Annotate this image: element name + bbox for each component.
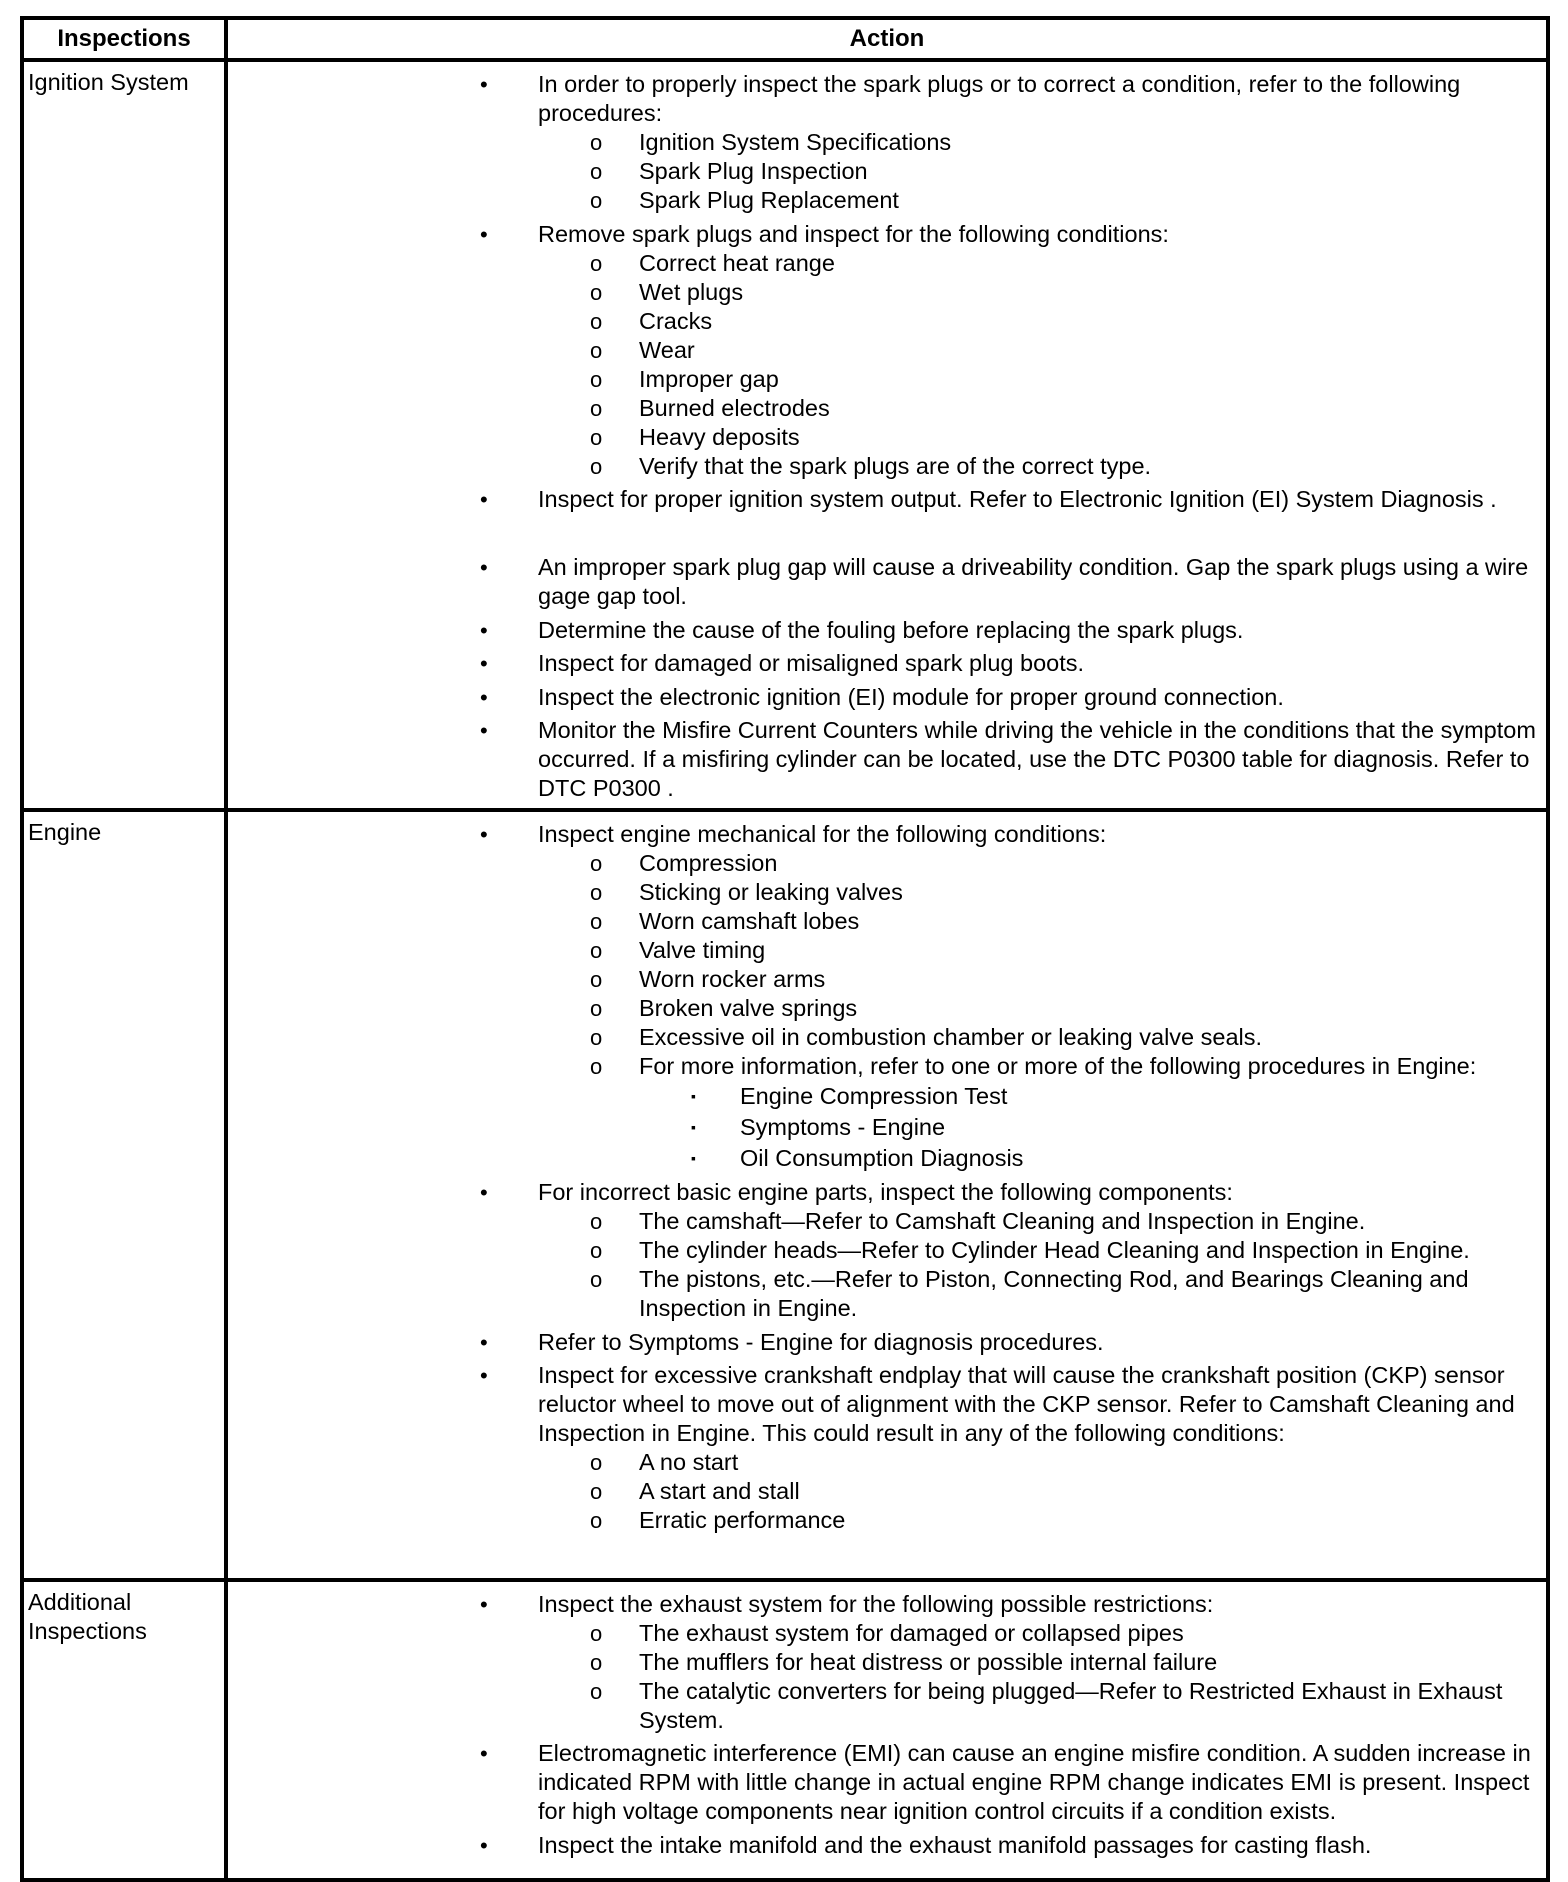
- list-item: [538, 423, 1540, 452]
- list-item: [538, 1477, 1540, 1506]
- list-item-text: Excessive oil in combustion chamber or leaking valve seals.: [639, 1023, 1263, 1050]
- list-item: [538, 452, 1540, 481]
- bullet-marker: •: [480, 555, 488, 580]
- action-content: [228, 62, 1546, 803]
- bullet-list-level-1: [428, 62, 1546, 803]
- list-item-text: A start and stall: [639, 1478, 800, 1504]
- list-item: [228, 220, 1540, 481]
- list-item: [538, 965, 1540, 994]
- bullet-list-level-2: [538, 128, 1540, 215]
- list-item: [228, 1361, 1540, 1535]
- list-item-text: The exhaust system for damaged or collapsed pipes: [639, 1619, 1184, 1646]
- bullet-marker: o: [590, 908, 603, 934]
- list-item-text: Inspect the electronic ignition (EI) module for proper ground connection.: [538, 683, 1284, 710]
- list-item-text: Heavy deposits: [639, 423, 800, 450]
- list-item: [228, 616, 1540, 645]
- list-item-text: In order to properly inspect the spark plugs or to correct a condition, refer to the following procedures:: [538, 71, 1461, 126]
- list-item: [228, 716, 1540, 803]
- list-item-text: Engine Compression Test: [740, 1082, 1008, 1109]
- inspection-table: [20, 16, 1550, 1882]
- action-cell: [226, 60, 1548, 810]
- list-item-text: Worn camshaft lobes: [639, 907, 860, 934]
- inspection-label: Engine: [28, 818, 102, 845]
- bullet-marker: •: [480, 221, 488, 247]
- bullet-marker: o: [590, 1620, 603, 1646]
- bullet-list-level-1: [428, 1582, 1546, 1860]
- bullet-marker: •: [480, 821, 488, 847]
- table-row: [22, 1580, 1548, 1880]
- bullet-marker: •: [480, 651, 488, 676]
- list-item: [228, 1328, 1540, 1357]
- bullet-marker: ▪: [691, 1087, 696, 1104]
- list-item-text: The catalytic converters for being plugged—Refer to Restricted Exhaust in Exhaust System.: [639, 1677, 1503, 1733]
- list-item-text: A no start: [639, 1449, 739, 1475]
- list-item: [538, 1265, 1540, 1323]
- bullet-marker: •: [480, 1741, 488, 1766]
- bullet-marker: o: [590, 337, 603, 363]
- list-item-text: Valve timing: [639, 936, 766, 963]
- bullet-marker: o: [590, 1209, 603, 1234]
- bullet-marker: •: [480, 718, 488, 743]
- list-item-text: Cracks: [639, 307, 713, 334]
- list-item: [538, 936, 1540, 965]
- list-item-text: Electromagnetic interference (EMI) can cause an engine misfire condition. A sudden increase in indicated RPM with little change in actual engine RPM change indicates EMI is present. Inspect for high voltage components near ignition control circuits if a condition exists.: [538, 1740, 1531, 1824]
- inspection-label: Ignition System: [28, 69, 189, 95]
- list-item: [228, 1831, 1540, 1860]
- bullet-marker: •: [480, 1180, 488, 1205]
- list-item-text: Determine the cause of the fouling before replacing the spark plugs.: [538, 616, 1244, 643]
- bullet-marker: o: [590, 966, 603, 992]
- bullet-marker: •: [480, 1363, 488, 1388]
- bullet-marker: o: [590, 1508, 603, 1533]
- bullet-marker: o: [590, 188, 603, 213]
- list-item-text: Spark Plug Inspection: [639, 158, 868, 184]
- list-item: [228, 485, 1540, 514]
- list-item: [538, 1236, 1540, 1265]
- bullet-marker: •: [480, 617, 488, 643]
- list-item-text: Worn rocker arms: [639, 965, 826, 992]
- list-item: [538, 878, 1540, 907]
- bullet-marker: •: [480, 684, 488, 710]
- list-item-text: For more information, refer to one or more of the following procedures in Engine:: [639, 1052, 1477, 1079]
- bullet-marker: ▪: [691, 1118, 696, 1135]
- bullet-list-level-2: [538, 1619, 1540, 1735]
- bullet-list-level-1: [428, 812, 1546, 1536]
- list-item-text: Wet plugs: [639, 278, 744, 305]
- list-item: [538, 249, 1540, 278]
- list-item-text: An improper spark plug gap will cause a driveability condition. Gap the spark plugs using a wire gage gap tool.: [538, 554, 1529, 609]
- list-item-text: Broken valve springs: [639, 994, 858, 1021]
- action-content: [228, 812, 1546, 1536]
- bullet-marker: o: [590, 1450, 603, 1475]
- list-item: [538, 1052, 1540, 1174]
- bullet-marker: o: [590, 308, 603, 334]
- header-inspections: Inspections: [22, 18, 226, 60]
- bullet-marker: •: [480, 1329, 488, 1355]
- list-item: [538, 994, 1540, 1023]
- list-item: [639, 1081, 1540, 1112]
- bullet-marker: o: [590, 1024, 603, 1050]
- bullet-marker: o: [590, 937, 603, 963]
- list-item: [538, 907, 1540, 936]
- list-item: [538, 307, 1540, 336]
- list-item-text: Inspect for damaged or misaligned spark plug boots.: [538, 650, 1085, 676]
- action-content: [228, 1582, 1546, 1860]
- list-item: [228, 820, 1540, 1174]
- list-item: [538, 1677, 1540, 1735]
- bullet-marker: o: [590, 1649, 603, 1675]
- list-item: [538, 1023, 1540, 1052]
- bullet-marker: o: [590, 395, 603, 421]
- list-item: [538, 394, 1540, 423]
- bullet-marker: o: [590, 879, 603, 905]
- list-item-text: Spark Plug Replacement: [639, 187, 899, 213]
- bullet-marker: o: [590, 1678, 603, 1704]
- header-row: [22, 18, 1548, 60]
- list-item-text: Compression: [639, 849, 778, 876]
- list-item-text: Oil Consumption Diagnosis: [740, 1144, 1024, 1171]
- bullet-marker: o: [590, 1479, 603, 1504]
- list-item: [639, 1112, 1540, 1143]
- bullet-marker: o: [590, 1053, 603, 1079]
- list-item: [228, 1178, 1540, 1323]
- bullet-marker: o: [590, 995, 603, 1021]
- list-item-text: Inspect for proper ignition system output. Refer to Electronic Ignition (EI) System Diagnosis .: [538, 486, 1497, 512]
- list-item: [228, 683, 1540, 712]
- bullet-marker: o: [590, 424, 603, 450]
- bullet-marker: o: [590, 453, 603, 479]
- table-row: [22, 810, 1548, 1580]
- list-item: [538, 1207, 1540, 1236]
- bullet-list-level-2: [538, 1448, 1540, 1535]
- bullet-marker: •: [480, 72, 488, 97]
- list-item: [639, 1143, 1540, 1174]
- bullet-marker: o: [590, 366, 603, 392]
- list-item: [228, 1739, 1540, 1826]
- list-item-text: Symptoms - Engine: [740, 1113, 946, 1140]
- list-item-text: Refer to Symptoms - Engine for diagnosis procedures.: [538, 1328, 1104, 1355]
- bullet-marker: o: [590, 1238, 603, 1263]
- table-body: [22, 60, 1548, 1880]
- list-item-text: Wear: [639, 336, 695, 363]
- list-item-text: Inspect engine mechanical for the following conditions:: [538, 820, 1107, 847]
- list-item-text: Remove spark plugs and inspect for the following conditions:: [538, 220, 1169, 247]
- list-item: [538, 336, 1540, 365]
- list-item: [538, 849, 1540, 878]
- header-action: Action: [226, 18, 1548, 60]
- list-item-text: Burned electrodes: [639, 394, 830, 421]
- bullet-list-level-2: [538, 1207, 1540, 1323]
- list-item: [538, 365, 1540, 394]
- bullet-marker: o: [590, 159, 603, 184]
- list-item: [538, 1648, 1540, 1677]
- list-item: [538, 128, 1540, 157]
- list-item-text: Inspect the intake manifold and the exhaust manifold passages for casting flash.: [538, 1831, 1372, 1858]
- list-item-text: The camshaft—Refer to Camshaft Cleaning and Inspection in Engine.: [639, 1208, 1366, 1234]
- list-item: [538, 186, 1540, 215]
- bullet-marker: ▪: [691, 1149, 696, 1166]
- list-item-text: Verify that the spark plugs are of the correct type.: [639, 452, 1152, 479]
- bullet-marker: •: [480, 1591, 488, 1617]
- list-item: [228, 649, 1540, 678]
- bullet-marker: o: [590, 250, 603, 276]
- list-item-text: Correct heat range: [639, 249, 835, 276]
- list-item: [538, 1448, 1540, 1477]
- list-item-text: The cylinder heads—Refer to Cylinder Head Cleaning and Inspection in Engine.: [639, 1237, 1470, 1263]
- list-item-text: Inspect the exhaust system for the following possible restrictions:: [538, 1590, 1214, 1617]
- inspection-cell: [22, 810, 226, 1580]
- list-item: [538, 1619, 1540, 1648]
- inspection-cell: [22, 1580, 226, 1880]
- list-item-text: Erratic performance: [639, 1507, 846, 1533]
- list-item-text: For incorrect basic engine parts, inspect the following components:: [538, 1179, 1233, 1205]
- list-item-text: Ignition System Specifications: [639, 129, 952, 155]
- bullet-list-level-2: [538, 849, 1540, 1174]
- list-item: [538, 1506, 1540, 1535]
- list-item-text: Inspect for excessive crankshaft endplay that will cause the crankshaft position (CKP) sensor reluctor wheel to move out of alignment with the CKP sensor. Refer to Camshaft Cleaning and Inspection in Engine. This could result in any of the following conditions:: [538, 1362, 1515, 1446]
- table-row: [22, 60, 1548, 810]
- bullet-marker: •: [480, 487, 488, 512]
- list-item-text: Improper gap: [639, 365, 779, 392]
- bullet-marker: o: [590, 130, 603, 155]
- bullet-marker: •: [480, 1832, 488, 1858]
- list-item-text: Sticking or leaking valves: [639, 878, 903, 905]
- list-item-text: The mufflers for heat distress or possible internal failure: [639, 1648, 1218, 1675]
- bullet-marker: o: [590, 279, 603, 305]
- list-item-text: The pistons, etc.—Refer to Piston, Connecting Rod, and Bearings Cleaning and Inspection in Engine.: [639, 1266, 1469, 1321]
- bullet-marker: o: [590, 1267, 603, 1292]
- bullet-list-level-3: [639, 1081, 1540, 1174]
- action-cell: [226, 810, 1548, 1580]
- list-item: [228, 553, 1540, 611]
- inspection-cell: [22, 60, 226, 810]
- bullet-list-level-2: [538, 249, 1540, 481]
- bullet-marker: o: [590, 850, 603, 876]
- action-cell: [226, 1580, 1548, 1880]
- list-item: [228, 1590, 1540, 1735]
- list-item-text: Monitor the Misfire Current Counters while driving the vehicle in the conditions that the symptom occurred. If a misfiring cylinder can be located, use the DTC P0300 table for diagnosis. Refer to DTC P0300 .: [538, 717, 1536, 801]
- list-item: [538, 157, 1540, 186]
- list-item: [228, 70, 1540, 215]
- inspection-label: Additional Inspections: [28, 1588, 147, 1644]
- list-item: [538, 278, 1540, 307]
